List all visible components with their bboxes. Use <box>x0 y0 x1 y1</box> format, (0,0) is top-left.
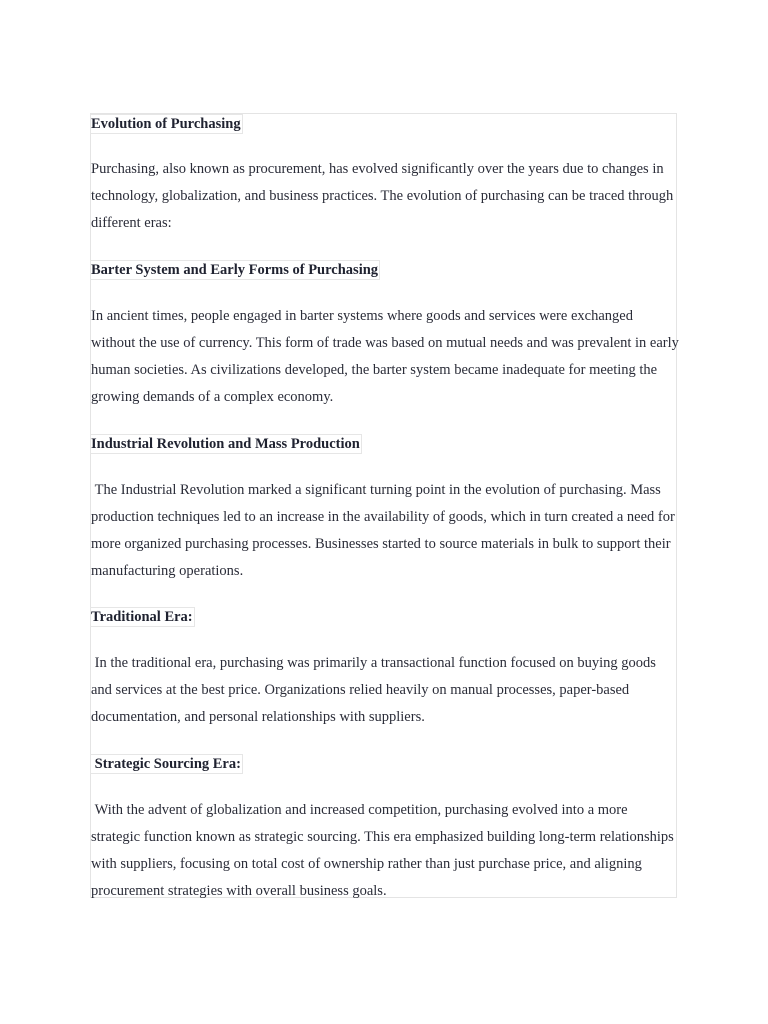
heading-industrial-revolution: Industrial Revolution and Mass Production <box>91 436 360 452</box>
heading-strategic-sourcing-era: Strategic Sourcing Era: <box>91 756 241 772</box>
section-heading <box>90 607 195 627</box>
paragraph-barter-system: In ancient times, people engaged in barter systems where goods and services were exchanged without the use of currency. This form of trade was based on mutual needs and was prevalent in early human societies. As civilizations developed, the barter system became inadequate for meeting the growing demands of a complex economy. <box>91 308 679 405</box>
section-heading <box>90 754 243 774</box>
section-heading <box>90 260 380 280</box>
heading-evolution-of-purchasing: Evolution of Purchasing <box>91 116 241 132</box>
heading-traditional-era: Traditional Era: <box>91 609 193 625</box>
paragraph-intro: Purchasing, also known as procurement, has evolved significantly over the years due to changes in technology, globalization, and business practices. The evolution of purchasing can be traced through different eras: <box>91 161 674 231</box>
section-heading <box>90 434 362 454</box>
document-page <box>90 113 677 898</box>
paragraph-strategic-sourcing-era: With the advent of globalization and increased competition, purchasing evolved into a more strategic function known as strategic sourcing. This era emphasized building long-term relationships with suppliers, focusing on total cost of ownership rather than just purchase price, and aligning procurement strategies with overall business goals. <box>91 802 678 899</box>
paragraph-traditional-era: In the traditional era, purchasing was primarily a transactional function focused on buying goods and services at the best price. Organizations relied heavily on manual processes, paper-based documentation, and personal relationships with suppliers. <box>91 655 660 725</box>
section-heading <box>90 114 243 134</box>
paragraph-industrial-revolution: The Industrial Revolution marked a significant turning point in the evolution of purchasing. Mass production techniques led to an increase in the availability of goods, which in turn created a need for more organized purchasing processes. Businesses started to source materials in bulk to support their manufacturing operations. <box>91 482 679 579</box>
heading-barter-system: Barter System and Early Forms of Purchasing <box>91 262 379 278</box>
